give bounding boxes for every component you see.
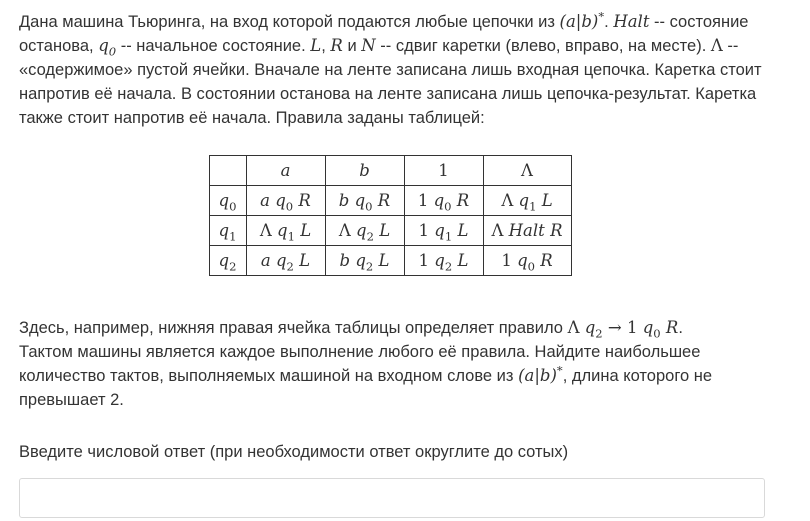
rule-cell: 1 $q_0$ R (483, 246, 571, 276)
halt-math: Halt (613, 12, 650, 31)
rule-cell: 1 $q_2$ L (404, 246, 483, 276)
table-corner (209, 156, 246, 186)
R-math: R (330, 36, 343, 55)
rule-example-math: Λ $q_2 \to 1$ $q_0$ R (567, 318, 679, 341)
rule-cell: Λ Halt R (483, 216, 571, 246)
table-header-cell: a (246, 156, 325, 186)
table-header-cell: b (325, 156, 404, 186)
q0-math: $q_0$ (98, 36, 117, 59)
rules-table-wrapper (19, 155, 791, 276)
rules-table (209, 155, 572, 276)
rule-cell: Λ $q_1$ L (483, 186, 571, 216)
table-header-cell: Λ (483, 156, 571, 186)
N-math: N (361, 36, 376, 55)
answer-input[interactable] (19, 478, 765, 518)
rule-cell: Λ $q_1$ L (246, 216, 325, 246)
rule-cell: 1 $q_1$ L (404, 216, 483, 246)
L-math: L (310, 36, 322, 55)
rule-cell: a $q_2$ L (246, 246, 325, 276)
rule-cell: Λ $q_2$ L (325, 216, 404, 246)
lambda-math: Λ (710, 36, 723, 55)
state-cell: $q_0$ (209, 186, 246, 216)
alphabet-math: (a|b)* (518, 363, 563, 385)
state-cell: $q_2$ (209, 246, 246, 276)
answer-prompt: Введите числовой ответ (при необходимости ответ округлите до сотых) (19, 443, 569, 461)
table-header-row (209, 156, 571, 186)
table-row (209, 246, 571, 276)
problem-statement: Дана машина Тьюринга, на вход которой подаются любые цепочки из (a|b)*. Halt -- состояние останова, $q_0$ -- начальное состояние. L, R и N -- сдвиг каретки (влево, вправо, на месте). Λ -- «содержимое» пустой ячейки. Вначале на ленте записана лишь входная цепочка. Каретка стоит напротив её начала. В состоянии останова на ленте записана лишь цепочка-результат. Каретка также стоит напротив её начала. Правила заданы таблицей: (19, 9, 762, 127)
text: Дана машина Тьюринга, на вход которой подаются любые цепочки из (19, 13, 560, 31)
rule-cell: 1 $q_0$ R (404, 186, 483, 216)
rule-cell: a $q_0$ R (246, 186, 325, 216)
state-cell: $q_1$ (209, 216, 246, 246)
table-header-cell: 1 (404, 156, 483, 186)
rule-cell: b $q_0$ R (325, 186, 404, 216)
alphabet-math: (a|b)* (559, 9, 605, 31)
rule-cell: b $q_2$ L (325, 246, 404, 276)
table-row (209, 216, 571, 246)
table-row (209, 186, 571, 216)
problem-question: Здесь, например, нижняя правая ячейка таблицы определяет правило Λ $q_2 \to 1$ $q_0$ R. Тактом машины является каждое выполнение любого её правила. Найдите наибольшее количество тактов, выполняемых машиной на входном слове из (a|b)*, длина которого не превышает 2. (19, 318, 713, 409)
